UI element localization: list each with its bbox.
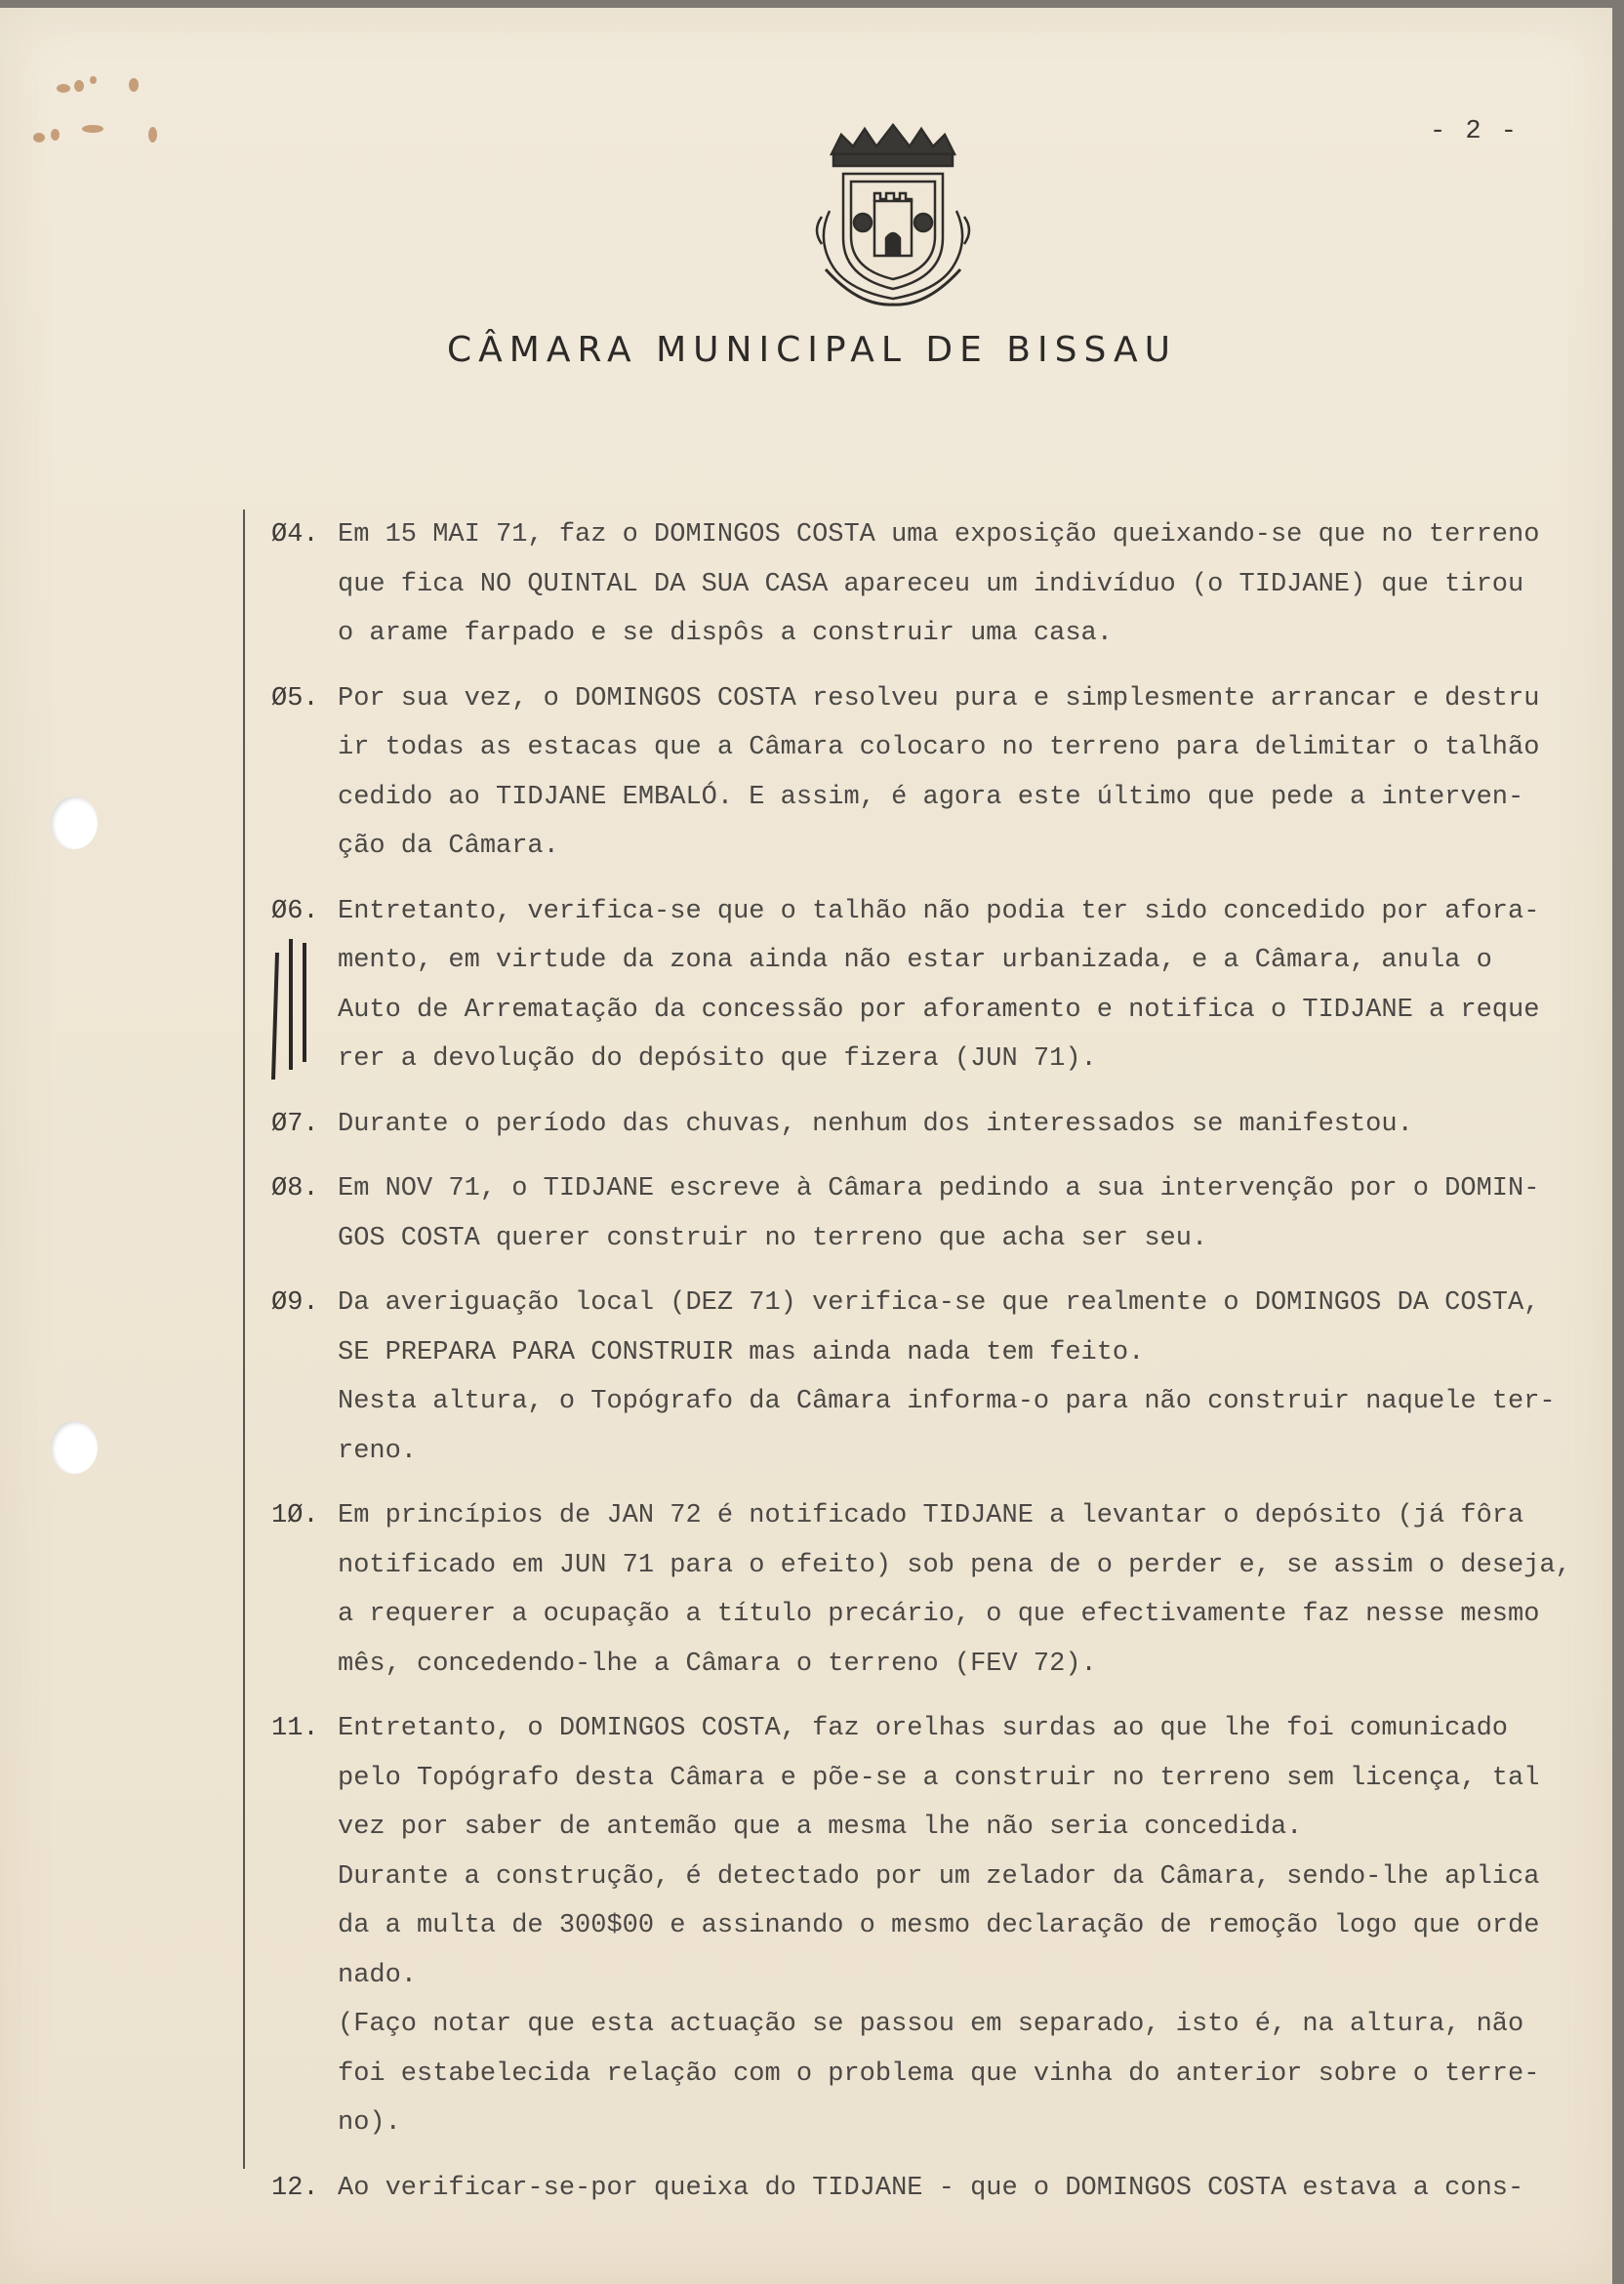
text-line: a requerer a ocupação a título precário, o que efectivamente faz nesse mesmo <box>338 1600 1540 1629</box>
text-line: cedido ao TIDJANE EMBALÓ. E assim, é agora este último que pede a interven- <box>338 782 1524 812</box>
text-line: vez por saber de antemão que a mesma lhe não seria concedida. <box>338 1813 1303 1842</box>
municipal-coat-of-arms-icon <box>810 123 976 308</box>
item-text <box>338 674 1589 872</box>
text-line: foi estabelecida relação com o problema que vinha do anterior sobre o terre- <box>338 2059 1540 2089</box>
text-line: (Faço notar que esta actuação se passou em separado, isto é, na altura, não <box>338 2010 1524 2039</box>
text-line: Nesta altura, o Topógrafo da Câmara informa-o para não construir naquele ter- <box>338 1387 1556 1416</box>
text-line: SE PREPARA PARA CONSTRUIR mas ainda nada tem feito. <box>338 1337 1145 1367</box>
document-page <box>0 8 1612 2284</box>
list-item <box>271 674 1589 872</box>
text-line: ção da Câmara. <box>338 832 559 861</box>
text-line: Durante o período das chuvas, nenhum dos interessados se manifestou. <box>338 1109 1413 1139</box>
text-line: mês, concedendo-lhe a Câmara o terreno (FEV 72). <box>338 1649 1097 1679</box>
text-line: Em princípios de JAN 72 é notificado TIDJANE a levantar o depósito (já fôra <box>338 1501 1524 1530</box>
rust-stain <box>51 129 60 141</box>
item-number: Ø6. <box>271 896 319 926</box>
list-item <box>271 1100 1589 1150</box>
item-text <box>338 1279 1589 1476</box>
list-item <box>271 1164 1589 1263</box>
list-item <box>271 2164 1589 2214</box>
text-line: o arame farpado e se dispôs a construir uma casa. <box>338 619 1113 648</box>
item-text <box>338 1491 1589 1689</box>
text-line: pelo Topógrafo desta Câmara e põe-se a construir no terreno sem licença, tal <box>338 1763 1540 1793</box>
text-line: mento, em virtude da zona ainda não estar urbanizada, e a Câmara, anula o <box>338 946 1492 975</box>
list-item <box>271 1491 1589 1689</box>
item-number: Ø5. <box>271 683 319 714</box>
item-number: 11. <box>271 1714 319 1743</box>
text-line: Auto de Arrematação da concessão por aforamento e notifica o TIDJANE a reque <box>338 995 1540 1025</box>
text-line: Em 15 MAI 71, faz o DOMINGOS COSTA uma exposição queixando-se que no terreno <box>338 520 1540 550</box>
rust-stain <box>74 80 84 92</box>
text-line: Entretanto, verifica-se que o talhão não podia ter sido concedido por afora- <box>338 896 1540 926</box>
rust-stain <box>82 125 103 133</box>
text-line: no). <box>338 2108 401 2138</box>
text-line: notificado em JUN 71 para o efeito) sob pena de o perder e, se assim o deseja, <box>338 1550 1571 1580</box>
text-line: rer a devolução do depósito que fizera (JUN 71). <box>338 1044 1097 1074</box>
list-item <box>271 510 1589 659</box>
text-line: nado. <box>338 1960 418 1990</box>
item-number: 12. <box>271 2173 319 2203</box>
item-text <box>338 2164 1589 2214</box>
rust-stain <box>33 133 45 143</box>
rust-stain <box>129 78 139 92</box>
rust-stain <box>57 84 70 93</box>
document-body <box>271 510 1589 2228</box>
item-number: Ø4. <box>271 520 319 550</box>
list-item <box>271 887 1589 1084</box>
rust-stain <box>90 76 97 84</box>
item-number: Ø7. <box>271 1109 319 1139</box>
rust-stain <box>148 127 157 143</box>
text-line: Por sua vez, o DOMINGOS COSTA resolveu pura e simplesmente arrancar e destru <box>338 683 1540 714</box>
item-text <box>338 1164 1589 1263</box>
punch-hole <box>51 1421 98 1474</box>
text-line: que fica NO QUINTAL DA SUA CASA apareceu um indivíduo (o TIDJANE) que tirou <box>338 569 1524 599</box>
item-number: Ø9. <box>271 1288 319 1318</box>
list-item <box>271 1279 1589 1476</box>
list-item <box>271 1704 1589 2148</box>
text-line: Durante a construção, é detectado por um zelador da Câmara, sendo-lhe aplica <box>338 1861 1540 1892</box>
text-line: da a multa de 300$00 e assinando o mesmo declaração de remoção logo que orde <box>338 1911 1540 1940</box>
text-line: reno. <box>338 1436 418 1466</box>
item-number: 1Ø. <box>271 1501 319 1530</box>
item-text <box>338 510 1589 659</box>
municipality-title: CÂMARA MUNICIPAL DE BISSAU <box>447 330 1177 370</box>
item-text <box>338 887 1589 1084</box>
text-line: Entretanto, o DOMINGOS COSTA, faz orelhas surdas ao que lhe foi comunicado <box>338 1714 1508 1743</box>
margin-rule <box>243 510 245 2169</box>
text-line: ir todas as estacas que a Câmara colocaro no terreno para delimitar o talhão <box>338 733 1540 762</box>
item-number: Ø8. <box>271 1174 319 1203</box>
page-number: - 2 - <box>1429 117 1519 146</box>
item-text <box>338 1704 1589 2148</box>
text-line: Da averiguação local (DEZ 71) verifica-se que realmente o DOMINGOS DA COSTA, <box>338 1288 1540 1318</box>
item-text <box>338 1100 1589 1150</box>
punch-hole <box>51 796 98 849</box>
text-line: GOS COSTA querer construir no terreno que acha ser seu. <box>338 1223 1208 1253</box>
text-line: Ao verificar-se-por queixa do TIDJANE - que o DOMINGOS COSTA estava a cons- <box>338 2173 1524 2203</box>
text-line: Em NOV 71, o TIDJANE escreve à Câmara pedindo a sua intervenção por o DOMIN- <box>338 1174 1540 1203</box>
